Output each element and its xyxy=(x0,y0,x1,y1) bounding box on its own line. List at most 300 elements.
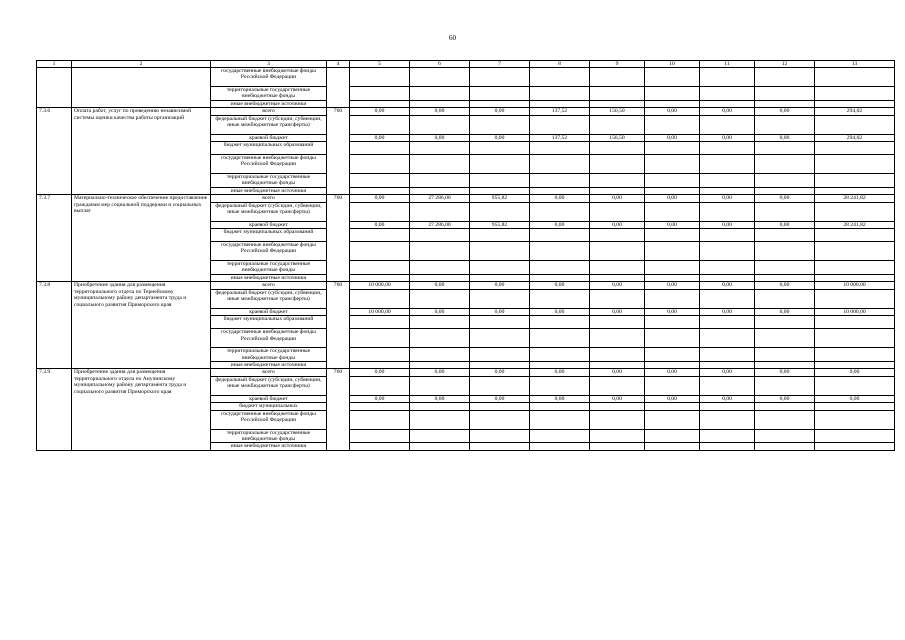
source-cell: федеральный бюджет (субсидии, субвенции, иные межбюджетные трансферты) xyxy=(211,115,327,134)
value-cell xyxy=(470,316,530,329)
value-cell: 0,00 xyxy=(645,282,700,289)
value-cell: 0,00 xyxy=(645,308,700,315)
value-cell xyxy=(815,187,895,194)
value-cell: 0,00 xyxy=(700,195,755,202)
value-cell xyxy=(755,68,815,87)
value-cell: 0,00 xyxy=(815,395,895,402)
value-cell xyxy=(350,443,410,450)
value-cell xyxy=(530,443,590,450)
value-cell xyxy=(815,329,895,348)
value-cell xyxy=(590,289,645,308)
value-cell xyxy=(590,142,645,155)
value-cell: 955,82 xyxy=(470,195,530,202)
value-cell xyxy=(755,142,815,155)
value-cell xyxy=(350,202,410,221)
value-cell xyxy=(530,229,590,242)
value-cell: 0,00 xyxy=(350,195,410,202)
value-cell xyxy=(470,100,530,107)
value-cell xyxy=(815,68,895,87)
value-cell xyxy=(755,443,815,450)
value-cell: 0,00 xyxy=(410,369,470,376)
value-cell xyxy=(470,329,530,348)
value-cell: 0,00 xyxy=(470,108,530,115)
source-cell: федеральный бюджет (субсидии, субвенции, иные межбюджетные трансферты) xyxy=(211,376,327,395)
value-cell xyxy=(700,403,755,410)
value-cell xyxy=(700,187,755,194)
value-cell: 156,50 xyxy=(590,108,645,115)
value-cell xyxy=(700,115,755,134)
value-cell xyxy=(350,410,410,429)
value-cell xyxy=(700,242,755,261)
value-cell xyxy=(470,87,530,101)
value-cell xyxy=(815,274,895,281)
value-cell xyxy=(410,115,470,134)
col4-cell xyxy=(327,68,350,108)
value-cell: 294,02 xyxy=(815,108,895,115)
source-cell: иные внебюджетные источники xyxy=(211,443,327,450)
value-cell xyxy=(470,429,530,443)
value-cell: 0,00 xyxy=(755,195,815,202)
source-cell: бюджет муниципальных образований xyxy=(211,316,327,329)
value-cell xyxy=(350,142,410,155)
value-cell xyxy=(530,316,590,329)
value-cell: 0,00 xyxy=(645,395,700,402)
value-cell xyxy=(645,376,700,395)
source-cell: бюджет муниципальных xyxy=(211,403,327,410)
value-cell xyxy=(645,274,700,281)
value-cell xyxy=(755,361,815,368)
value-cell xyxy=(645,361,700,368)
header-row xyxy=(37,61,895,68)
value-cell: 0,00 xyxy=(590,369,645,376)
value-cell xyxy=(590,155,645,174)
value-cell xyxy=(700,361,755,368)
value-cell: 0,00 xyxy=(470,282,530,289)
value-cell xyxy=(530,242,590,261)
value-cell xyxy=(700,155,755,174)
value-cell xyxy=(645,115,700,134)
source-cell: территориальные государственные внебюджетные фонды xyxy=(211,87,327,101)
value-cell xyxy=(755,403,815,410)
value-cell xyxy=(755,87,815,101)
value-cell xyxy=(645,87,700,101)
value-cell: 0,00 xyxy=(470,369,530,376)
value-cell xyxy=(815,242,895,261)
item-code: 7.3.7 xyxy=(37,195,72,282)
value-cell: 0,00 xyxy=(700,369,755,376)
value-cell xyxy=(530,115,590,134)
value-cell: 0,00 xyxy=(410,108,470,115)
value-cell xyxy=(755,115,815,134)
value-cell xyxy=(530,87,590,101)
value-cell xyxy=(470,68,530,87)
value-cell xyxy=(590,348,645,362)
value-cell: 0,00 xyxy=(470,134,530,141)
value-cell xyxy=(755,100,815,107)
value-cell: 0,00 xyxy=(755,108,815,115)
value-cell: 0,00 xyxy=(410,308,470,315)
value-cell: 0,00 xyxy=(815,369,895,376)
source-cell: иные внебюджетные источники xyxy=(211,361,327,368)
item-code: 7.3.8 xyxy=(37,282,72,369)
value-cell: 10 000,00 xyxy=(815,282,895,289)
value-cell: 0,00 xyxy=(590,195,645,202)
value-cell xyxy=(590,100,645,107)
value-cell xyxy=(350,242,410,261)
value-cell xyxy=(755,274,815,281)
value-cell xyxy=(645,174,700,188)
value-cell xyxy=(530,376,590,395)
header-cell: 12 xyxy=(755,61,815,68)
value-cell xyxy=(410,348,470,362)
value-cell xyxy=(645,329,700,348)
value-cell: 0,00 xyxy=(700,221,755,228)
source-cell: бюджет муниципальных образований xyxy=(211,142,327,155)
value-cell: 28 241,82 xyxy=(815,195,895,202)
value-cell xyxy=(410,174,470,188)
value-cell xyxy=(470,348,530,362)
value-cell xyxy=(590,68,645,87)
value-cell xyxy=(590,229,645,242)
value-cell xyxy=(815,142,895,155)
value-cell xyxy=(350,68,410,87)
value-cell xyxy=(530,155,590,174)
value-cell xyxy=(815,361,895,368)
value-cell xyxy=(410,142,470,155)
value-cell xyxy=(410,429,470,443)
budget-table xyxy=(36,60,895,451)
value-cell xyxy=(815,202,895,221)
value-cell xyxy=(410,68,470,87)
col4-cell: 760 xyxy=(327,108,350,195)
value-cell xyxy=(530,410,590,429)
header-cell: 6 xyxy=(410,61,470,68)
value-cell xyxy=(700,174,755,188)
value-cell xyxy=(700,289,755,308)
value-cell xyxy=(470,361,530,368)
value-cell xyxy=(645,68,700,87)
value-cell xyxy=(755,429,815,443)
value-cell xyxy=(590,187,645,194)
value-cell xyxy=(350,187,410,194)
value-cell xyxy=(470,229,530,242)
value-cell: 137,52 xyxy=(530,134,590,141)
value-cell xyxy=(700,316,755,329)
value-cell xyxy=(350,155,410,174)
value-cell: 0,00 xyxy=(530,369,590,376)
value-cell: 0,00 xyxy=(645,221,700,228)
source-cell: государственные внебюджетные фонды Российской Федерации xyxy=(211,329,327,348)
value-cell xyxy=(815,376,895,395)
value-cell xyxy=(530,261,590,275)
value-cell xyxy=(410,329,470,348)
value-cell xyxy=(530,187,590,194)
header-cell: 10 xyxy=(645,61,700,68)
value-cell xyxy=(645,403,700,410)
source-cell: краевой бюджет xyxy=(211,308,327,315)
value-cell: 0,00 xyxy=(645,134,700,141)
value-cell: 10 000,00 xyxy=(350,308,410,315)
value-cell: 0,00 xyxy=(645,369,700,376)
col4-cell: 760 xyxy=(327,195,350,282)
value-cell xyxy=(410,376,470,395)
header-cell: 4 xyxy=(327,61,350,68)
value-cell xyxy=(815,443,895,450)
source-cell: территориальные государственные внебюджетные фонды xyxy=(211,261,327,275)
value-cell xyxy=(700,443,755,450)
value-cell xyxy=(590,202,645,221)
value-cell xyxy=(350,376,410,395)
value-cell xyxy=(755,202,815,221)
value-cell: 0,00 xyxy=(645,195,700,202)
value-cell xyxy=(410,289,470,308)
value-cell xyxy=(470,274,530,281)
value-cell xyxy=(590,376,645,395)
page-number: 60 xyxy=(449,34,456,42)
value-cell xyxy=(350,174,410,188)
value-cell xyxy=(350,429,410,443)
value-cell: 0,00 xyxy=(700,308,755,315)
value-cell xyxy=(470,115,530,134)
value-cell: 10 000,00 xyxy=(350,282,410,289)
value-cell: 0,00 xyxy=(700,108,755,115)
value-cell xyxy=(350,115,410,134)
value-cell xyxy=(815,429,895,443)
value-cell xyxy=(410,242,470,261)
value-cell xyxy=(645,261,700,275)
value-cell: 0,00 xyxy=(755,395,815,402)
value-cell xyxy=(815,155,895,174)
value-cell xyxy=(410,100,470,107)
value-cell: 0,00 xyxy=(590,308,645,315)
value-cell xyxy=(350,274,410,281)
value-cell xyxy=(700,68,755,87)
value-cell xyxy=(470,403,530,410)
source-cell: всего xyxy=(211,369,327,376)
header-cell: 2 xyxy=(72,61,211,68)
code-cell xyxy=(37,68,72,108)
value-cell xyxy=(815,87,895,101)
value-cell: 0,00 xyxy=(530,195,590,202)
header-cell: 13 xyxy=(815,61,895,68)
value-cell xyxy=(755,316,815,329)
value-cell xyxy=(590,361,645,368)
header-cell: 9 xyxy=(590,61,645,68)
source-cell: иные внебюджетные источники xyxy=(211,100,327,107)
header-cell: 8 xyxy=(530,61,590,68)
value-cell xyxy=(645,348,700,362)
value-cell xyxy=(755,229,815,242)
source-cell: федеральный бюджет (субсидии, субвенции, иные межбюджетные трансферты) xyxy=(211,289,327,308)
value-cell xyxy=(590,443,645,450)
value-cell xyxy=(755,289,815,308)
value-cell xyxy=(530,100,590,107)
source-cell: территориальные государственные внебюджетные фонды xyxy=(211,348,327,362)
source-cell: государственные внебюджетные фонды Российской Федерации xyxy=(211,242,327,261)
value-cell xyxy=(350,361,410,368)
value-cell xyxy=(815,348,895,362)
value-cell xyxy=(645,316,700,329)
item-name: Приобретение здания для размещения территориального отдела по Анучинскому муниципальному району департамента труда и социального развития Приморского края xyxy=(72,369,211,450)
value-cell xyxy=(470,242,530,261)
value-cell: 0,00 xyxy=(755,134,815,141)
source-cell: всего xyxy=(211,195,327,202)
value-cell xyxy=(530,361,590,368)
value-cell: 0,00 xyxy=(755,369,815,376)
value-cell xyxy=(350,261,410,275)
value-cell xyxy=(755,155,815,174)
value-cell xyxy=(530,174,590,188)
value-cell xyxy=(590,115,645,134)
source-cell: федеральный бюджет (субсидии, субвенции, иные межбюджетные трансферты) xyxy=(211,202,327,221)
value-cell xyxy=(590,429,645,443)
value-cell xyxy=(530,403,590,410)
value-cell xyxy=(815,403,895,410)
source-cell: территориальные государственные внебюджетные фонды xyxy=(211,174,327,188)
table-row xyxy=(37,369,895,376)
value-cell xyxy=(700,202,755,221)
header-cell: 1 xyxy=(37,61,72,68)
value-cell xyxy=(530,142,590,155)
value-cell xyxy=(350,403,410,410)
source-cell: всего xyxy=(211,108,327,115)
value-cell xyxy=(755,261,815,275)
value-cell xyxy=(645,429,700,443)
table-row xyxy=(37,68,895,87)
value-cell xyxy=(755,410,815,429)
value-cell: 0,00 xyxy=(530,308,590,315)
value-cell xyxy=(530,289,590,308)
item-name: Материально-техническое обеспечение предоставление гражданам мер социальной поддержки и социальных выплат xyxy=(72,195,211,282)
value-cell xyxy=(590,87,645,101)
source-cell: иные внебюджетные источники xyxy=(211,187,327,194)
value-cell xyxy=(350,329,410,348)
value-cell: 0,00 xyxy=(700,134,755,141)
value-cell: 0,00 xyxy=(470,308,530,315)
value-cell xyxy=(530,274,590,281)
source-cell: государственные внебюджетные фонды Российской Федерации xyxy=(211,68,327,87)
value-cell xyxy=(700,329,755,348)
source-cell: краевой бюджет xyxy=(211,221,327,228)
name-cell xyxy=(72,68,211,108)
value-cell xyxy=(470,174,530,188)
value-cell xyxy=(755,242,815,261)
value-cell xyxy=(590,403,645,410)
value-cell xyxy=(590,329,645,348)
source-cell: государственные внебюджетные фонды Российской Федерации xyxy=(211,410,327,429)
value-cell: 27 286,00 xyxy=(410,195,470,202)
value-cell: 0,00 xyxy=(350,134,410,141)
value-cell: 0,00 xyxy=(350,369,410,376)
value-cell xyxy=(645,229,700,242)
value-cell xyxy=(350,87,410,101)
value-cell xyxy=(530,329,590,348)
header-cell: 5 xyxy=(350,61,410,68)
value-cell xyxy=(700,87,755,101)
source-cell: краевой бюджет xyxy=(211,134,327,141)
value-cell xyxy=(700,429,755,443)
source-cell: бюджет муниципальных образований xyxy=(211,229,327,242)
value-cell xyxy=(645,410,700,429)
value-cell: 0,00 xyxy=(410,282,470,289)
source-cell: иные внебюджетные источники xyxy=(211,274,327,281)
header-cell: 3 xyxy=(211,61,327,68)
value-cell xyxy=(530,68,590,87)
value-cell xyxy=(700,142,755,155)
value-cell xyxy=(590,316,645,329)
value-cell xyxy=(410,229,470,242)
value-cell xyxy=(590,174,645,188)
value-cell: 0,00 xyxy=(410,395,470,402)
item-name: Оплата работ, услуг по проведению независимой системы оценки качества работы организаций xyxy=(72,108,211,195)
value-cell xyxy=(700,410,755,429)
value-cell xyxy=(350,316,410,329)
value-cell xyxy=(700,229,755,242)
value-cell xyxy=(350,348,410,362)
value-cell xyxy=(410,202,470,221)
table-row xyxy=(37,282,895,289)
value-cell xyxy=(815,289,895,308)
value-cell xyxy=(755,174,815,188)
value-cell xyxy=(470,289,530,308)
value-cell xyxy=(815,229,895,242)
value-cell xyxy=(470,410,530,429)
value-cell xyxy=(815,100,895,107)
value-cell xyxy=(815,174,895,188)
value-cell xyxy=(700,261,755,275)
col4-cell: 760 xyxy=(327,369,350,450)
item-code: 7.3.9. xyxy=(37,369,72,450)
item-code: 7.3.6 xyxy=(37,108,72,195)
value-cell xyxy=(410,261,470,275)
value-cell xyxy=(645,100,700,107)
value-cell xyxy=(590,261,645,275)
value-cell: 0,00 xyxy=(590,282,645,289)
value-cell: 0,00 xyxy=(700,282,755,289)
value-cell: 0,00 xyxy=(350,395,410,402)
value-cell xyxy=(470,142,530,155)
value-cell: 294,02 xyxy=(815,134,895,141)
value-cell xyxy=(700,274,755,281)
value-cell xyxy=(700,348,755,362)
value-cell: 0,00 xyxy=(350,221,410,228)
value-cell xyxy=(645,202,700,221)
value-cell xyxy=(470,202,530,221)
value-cell xyxy=(350,100,410,107)
value-cell xyxy=(410,403,470,410)
value-cell xyxy=(645,443,700,450)
value-cell xyxy=(815,115,895,134)
value-cell xyxy=(530,202,590,221)
value-cell xyxy=(470,155,530,174)
value-cell: 955,82 xyxy=(470,221,530,228)
value-cell xyxy=(470,187,530,194)
value-cell: 0,00 xyxy=(645,108,700,115)
value-cell xyxy=(410,87,470,101)
value-cell: 0,00 xyxy=(755,282,815,289)
value-cell: 0,00 xyxy=(590,221,645,228)
value-cell: 27 286,00 xyxy=(410,221,470,228)
value-cell: 0,00 xyxy=(530,282,590,289)
value-cell xyxy=(645,155,700,174)
value-cell xyxy=(700,376,755,395)
source-cell: территориальные государственные внебюджетные фонды xyxy=(211,429,327,443)
value-cell xyxy=(410,443,470,450)
value-cell: 156,50 xyxy=(590,134,645,141)
value-cell xyxy=(755,348,815,362)
value-cell xyxy=(645,142,700,155)
value-cell xyxy=(645,242,700,261)
